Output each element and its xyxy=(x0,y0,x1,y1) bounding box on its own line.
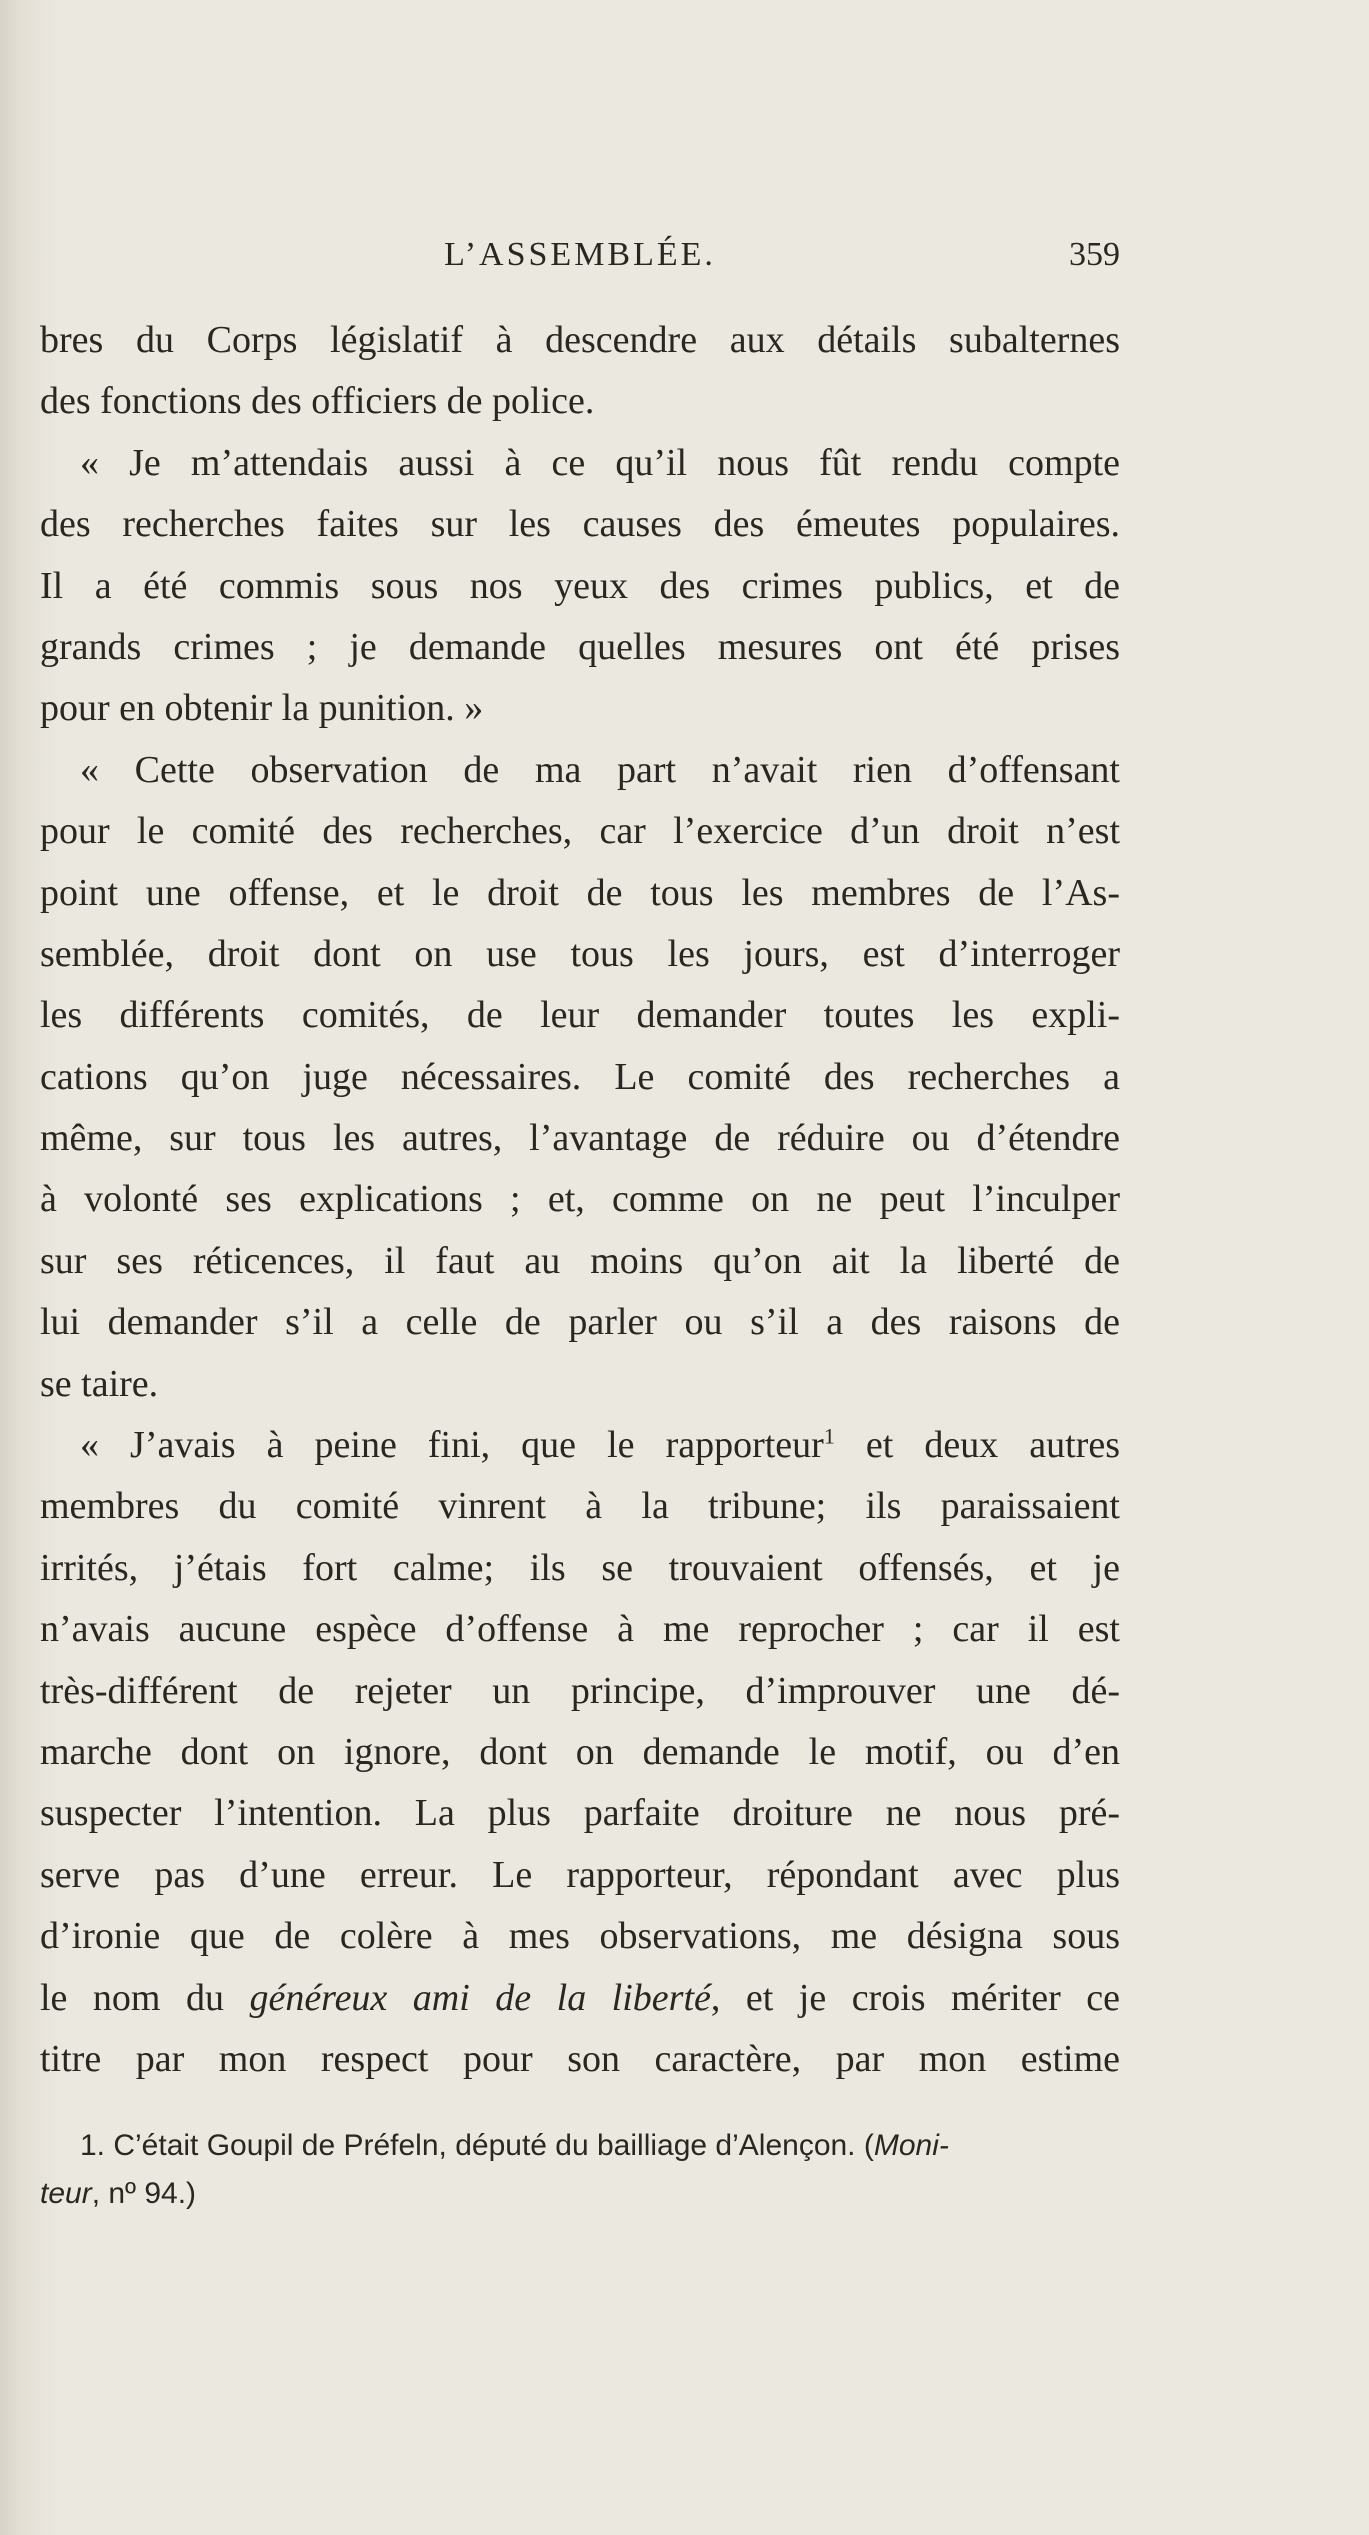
text-line: des recherches faites sur les causes des émeutes populaires. xyxy=(40,503,1120,546)
footnote-line xyxy=(40,2122,1120,2170)
italic-phrase: généreux ami de la liberté xyxy=(249,1976,711,2019)
text-line: irrités, j’étais fort calme; ils se trouvaient offensés, et je xyxy=(40,1546,1120,1589)
text-line: les différents comités, de leur demander toutes les expli- xyxy=(40,994,1120,1037)
footnote xyxy=(40,2122,1120,2218)
text-fragment: « J’avais à peine fini, que le rapporteur xyxy=(80,1424,824,1467)
text-fragment: , et je crois mériter ce xyxy=(710,1976,1120,2019)
text-fragment: et deux autres xyxy=(834,1424,1120,1467)
text-line: semblée, droit dont on use tous les jours, est d’interroger xyxy=(40,932,1120,975)
running-title: L’ASSEMBLÉE. xyxy=(444,236,716,273)
running-head xyxy=(40,232,1120,282)
page-number: 359 xyxy=(1069,236,1120,273)
text-line: sur ses réticences, il faut au moins qu’on ait la liberté de xyxy=(40,1239,1120,1282)
footnote-italic: Moni- xyxy=(873,2129,949,2162)
text-line: membres du comité vinrent à la tribune; ils paraissaient xyxy=(40,1485,1120,1528)
text-line: des fonctions des officiers de police. xyxy=(40,380,595,423)
text-line: serve pas d’une erreur. Le rapporteur, répondant avec plus xyxy=(40,1853,1120,1896)
text-line: titre par mon respect pour son caractère, par mon estime xyxy=(40,2037,1120,2080)
text-line xyxy=(40,1415,1120,1476)
footnote-marker: 1 xyxy=(823,1423,835,1449)
text-line: d’ironie que de colère à mes observations, me désigna sous xyxy=(40,1915,1120,1958)
text-line: cations qu’on juge nécessaires. Le comité des recherches a xyxy=(40,1055,1120,1098)
footnote-line xyxy=(40,2170,1120,2218)
text-line: point une offense, et le droit de tous les membres de l’As- xyxy=(40,871,1120,914)
text-line: lui demander s’il a celle de parler ou s’il a des raisons de xyxy=(40,1301,1120,1344)
text-line: suspecter l’intention. La plus parfaite droiture ne nous pré- xyxy=(40,1792,1120,1835)
text-line: marche dont on ignore, dont on demande le motif, ou d’en xyxy=(40,1730,1120,1773)
footnote-text: , nº 94.) xyxy=(91,2177,197,2210)
text-line: « Cette observation de ma part n’avait rien d’offensant xyxy=(80,748,1120,791)
text-line: se taire. xyxy=(40,1362,159,1405)
text-line: Il a été commis sous nos yeux des crimes publics, et de xyxy=(40,564,1120,607)
footnote-text: 1. C’était Goupil de Préfeln, député du bailliage d’Alençon. ( xyxy=(80,2129,874,2162)
text-line: bres du Corps législatif à descendre aux détails subalternes xyxy=(40,319,1120,361)
text-line: à volonté ses explications ; et, comme on ne peut l’inculper xyxy=(40,1178,1120,1221)
text-line: même, sur tous les autres, l’avantage de réduire ou d’étendre xyxy=(40,1117,1120,1160)
text-line: n’avais aucune espèce d’offense à me reprocher ; car il est xyxy=(40,1608,1120,1651)
text-line: pour en obtenir la punition. » xyxy=(40,687,484,730)
footnote-italic: teur xyxy=(40,2177,92,2210)
text-fragment: le nom du xyxy=(40,1976,250,2019)
text-line xyxy=(40,1968,1120,2029)
text-line: très-différent de rejeter un principe, d’improuver une dé- xyxy=(40,1669,1120,1712)
text-line: pour le comité des recherches, car l’exercice d’un droit n’est xyxy=(40,810,1120,853)
text-line: grands crimes ; je demande quelles mesures ont été prises xyxy=(40,625,1120,668)
body-text xyxy=(40,310,1120,2090)
text-line: « Je m’attendais aussi à ce qu’il nous fût rendu compte xyxy=(80,441,1120,484)
